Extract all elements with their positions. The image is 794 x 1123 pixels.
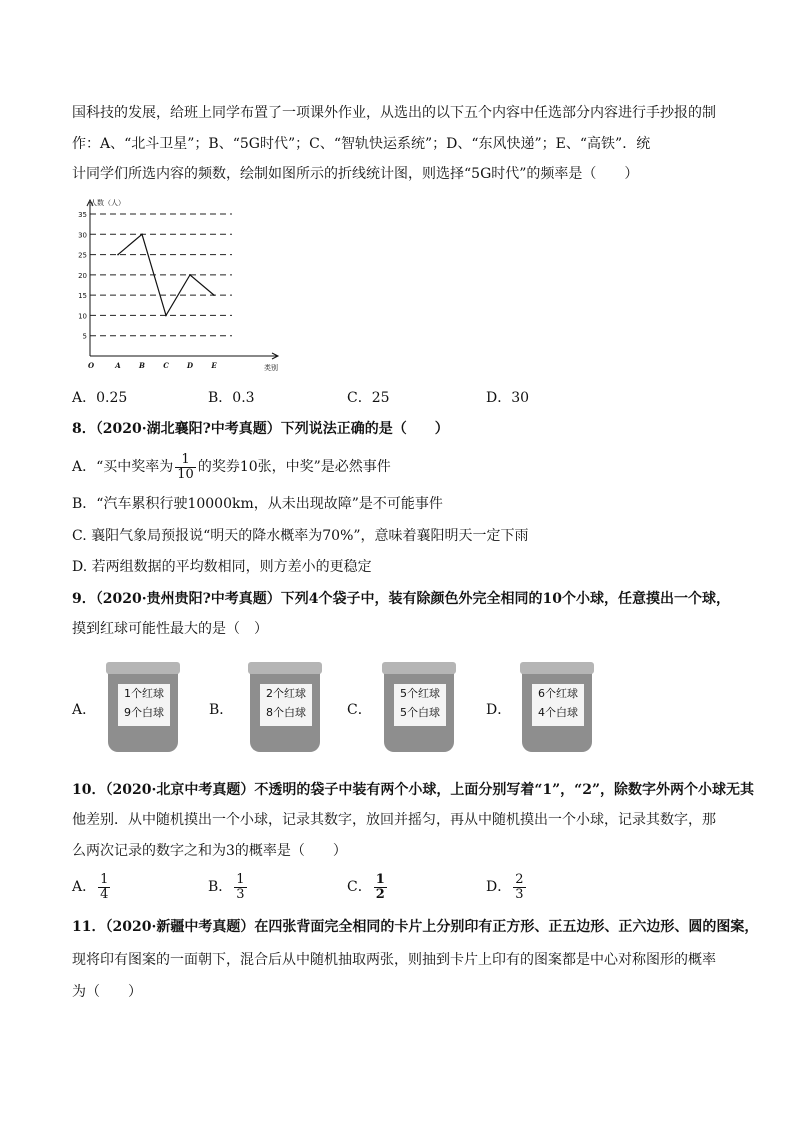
q10-a-numerator: 1 bbox=[100, 871, 109, 887]
q8-a-post: 的奖券10张，中奖”是必然事件 bbox=[197, 459, 391, 475]
data-point bbox=[141, 233, 143, 235]
q10-option-d[interactable] bbox=[486, 870, 528, 904]
bag-white-count: 4个白球 bbox=[538, 706, 578, 719]
y-tick-label: 30 bbox=[78, 231, 87, 240]
bag-red-count: 6个红球 bbox=[538, 687, 578, 700]
bag-top bbox=[248, 662, 322, 674]
q7-line-2: 作：A、“北斗卫星”；B、“5G时代”；C、“智轨快运系统”；D、“东风快递”；E、“高铁”．统 bbox=[72, 136, 651, 152]
q10-b-fraction bbox=[234, 873, 246, 902]
q10-d-numerator: 2 bbox=[515, 871, 524, 887]
y-tick-label: 35 bbox=[78, 211, 87, 219]
chart-grid bbox=[90, 214, 232, 336]
y-tick-label: 10 bbox=[78, 312, 87, 321]
q8-a-fraction bbox=[175, 453, 196, 482]
q8-option-a[interactable] bbox=[72, 452, 391, 482]
chart-axes bbox=[87, 200, 278, 359]
bag-white-count: 9个白球 bbox=[124, 706, 164, 719]
q10-a-letter: A． bbox=[72, 879, 97, 895]
q9-bag-d[interactable] bbox=[518, 662, 596, 754]
data-point bbox=[117, 254, 119, 256]
q10-a-denominator: 4 bbox=[100, 886, 109, 902]
bag-top bbox=[520, 662, 594, 674]
q10-line-1: 10．（2020·北京中考真题）不透明的袋子中装有两个小球，上面分别写着“1”，“2”，除数字外两个小球无其 bbox=[72, 782, 755, 798]
q9-bag-a[interactable] bbox=[104, 662, 182, 754]
q9-line-1: 9．（2020·贵州贵阳?中考真题）下列4个袋子中，装有除颜色外完全相同的10个小球，任意摸出一个球， bbox=[72, 591, 731, 607]
q7-option-c[interactable]: C．25 bbox=[347, 390, 390, 406]
x-tick-label: D bbox=[186, 361, 194, 370]
q11-line-2: 现将印有图案的一面朝下，混合后从中随机抽取两张，则抽到卡片上印有的图案都是中心对称图形的概率 bbox=[72, 952, 716, 968]
q8-option-c[interactable]: C. 襄阳气象局预报说“明天的降水概率为70%”，意味着襄阳明天一定下雨 bbox=[72, 528, 529, 544]
line-chart bbox=[72, 196, 287, 376]
bag-white-count: 5个白球 bbox=[400, 706, 440, 719]
q10-c-fraction bbox=[374, 873, 387, 902]
bag-label bbox=[532, 684, 584, 726]
q10-d-denominator: 3 bbox=[515, 886, 524, 902]
q10-line-2: 他差别．从中随机摸出一个小球，记录其数字，放回并摇匀，再从中随机摸出一个小球，记录其数字，那 bbox=[72, 812, 716, 828]
q8-a-denominator: 10 bbox=[177, 466, 194, 482]
q9-option-c-letter[interactable]: C． bbox=[347, 702, 372, 718]
q8-option-b[interactable]: B．“汽车累积行驶10000km，从未出现故障”是不可能事件 bbox=[72, 496, 443, 512]
bag-red-count: 2个红球 bbox=[266, 687, 306, 700]
q9-line-2: 摸到红球可能性最大的是（ ） bbox=[72, 621, 268, 637]
q10-b-numerator: 1 bbox=[236, 871, 245, 887]
x-axis-label: 类别 bbox=[264, 364, 278, 372]
q10-option-c[interactable] bbox=[347, 870, 389, 904]
bag-red-count: 1个红球 bbox=[124, 687, 164, 700]
chart-ticks bbox=[78, 198, 278, 372]
q9-option-a-letter[interactable]: A． bbox=[72, 702, 97, 718]
q10-c-numerator: 1 bbox=[375, 871, 385, 887]
q8-a-pre: A．“买中奖率为 bbox=[72, 459, 174, 475]
q7-line-1: 国科技的发展，给班上同学布置了一项课外作业，从选出的以下五个内容中任选部分内容进行手抄报的制 bbox=[72, 105, 716, 121]
origin-label: O bbox=[88, 361, 95, 370]
q10-d-fraction bbox=[513, 873, 525, 902]
bag-label bbox=[394, 684, 446, 726]
bag-label bbox=[260, 684, 312, 726]
y-tick-label: 20 bbox=[78, 271, 87, 280]
q9-bag-c[interactable] bbox=[380, 662, 458, 754]
q10-option-b[interactable] bbox=[208, 870, 249, 904]
x-tick-label: E bbox=[211, 361, 217, 370]
data-point bbox=[189, 274, 191, 276]
bag-top bbox=[106, 662, 180, 674]
q8-a-numerator: 1 bbox=[175, 453, 196, 468]
q10-c-denominator: 2 bbox=[375, 886, 385, 902]
q8-option-d[interactable]: D. 若两组数据的平均数相同，则方差小的更稳定 bbox=[72, 559, 372, 575]
q10-option-a[interactable] bbox=[72, 870, 112, 904]
q11-line-1: 11．（2020·新疆中考真题）在四张背面完全相同的卡片上分别印有正方形、正五边形、正六边形、圆的图案， bbox=[72, 919, 759, 935]
y-tick-label: 15 bbox=[78, 292, 87, 301]
q7-option-d[interactable]: D．30 bbox=[486, 390, 530, 406]
bag-top bbox=[382, 662, 456, 674]
bag-white-count: 8个白球 bbox=[266, 706, 306, 719]
bag-red-count: 5个红球 bbox=[400, 687, 440, 700]
q9-option-b-letter[interactable]: B． bbox=[209, 702, 234, 718]
bag-label bbox=[118, 684, 170, 726]
q10-line-3: 么两次记录的数字之和为3的概率是（ ） bbox=[72, 843, 347, 859]
y-axis-label: 人数（人） bbox=[90, 199, 125, 207]
q9-option-d-letter[interactable]: D． bbox=[486, 702, 512, 718]
data-point bbox=[165, 315, 167, 317]
q10-b-denominator: 3 bbox=[236, 886, 245, 902]
y-tick-label: 5 bbox=[82, 332, 87, 341]
q8-stem: 8．（2020·湖北襄阳?中考真题）下列说法正确的是（ ） bbox=[72, 421, 449, 437]
q11-line-3: 为（ ） bbox=[72, 984, 142, 1000]
q10-c-letter: C． bbox=[347, 879, 372, 895]
q10-b-letter: B． bbox=[208, 879, 233, 895]
y-tick-label: 25 bbox=[78, 251, 87, 260]
x-tick-label: A bbox=[115, 361, 121, 370]
q7-option-b[interactable]: B．0.3 bbox=[208, 390, 255, 406]
q7-option-a[interactable]: A．0.25 bbox=[72, 390, 128, 406]
data-point bbox=[213, 294, 215, 296]
q9-bag-b[interactable] bbox=[246, 662, 324, 754]
q10-d-letter: D． bbox=[486, 879, 512, 895]
q10-a-fraction bbox=[98, 873, 110, 902]
x-tick-label: B bbox=[139, 361, 145, 370]
x-tick-label: C bbox=[163, 361, 169, 370]
q7-line-3: 计同学们所选内容的频数，绘制如图所示的折线统计图，则选择“5G时代”的频率是（ ） bbox=[72, 166, 639, 182]
